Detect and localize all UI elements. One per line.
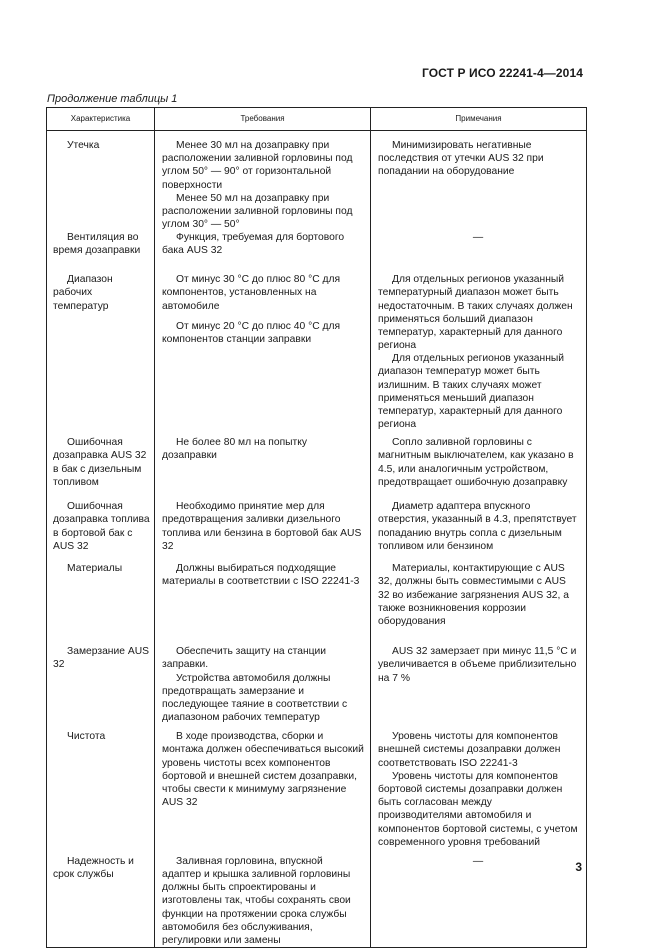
table-row <box>47 131 587 232</box>
notes-cell <box>371 131 587 232</box>
notes-cell <box>371 724 587 849</box>
notes-cell <box>371 265 587 431</box>
requirement-text: Менее 30 мл на дозаправку при расположении заливной горловины под углом 50° — 90° от горизонтальной поверхности <box>162 140 353 191</box>
document-standard-code: ГОСТ Р ИСО 22241-4—2014 <box>421 66 583 80</box>
requirements-cell <box>155 131 371 232</box>
requirement-text: От минус 30 °С до плюс 80 °С для компонентов, установленных на автомобиле <box>162 274 341 312</box>
characteristic-cell <box>47 131 155 232</box>
note-text: Уровень чистоты для компонентов внешней системы дозаправки должен соответствовать ISO 22241-3 <box>378 731 561 769</box>
note-text: Для отдельных регионов указанный диапазон температур может быть излишним. В таких случаях может применяться меньший диапазон температур, характерный для данного региона <box>378 353 565 431</box>
characteristic-cell <box>47 492 155 554</box>
table-row <box>47 554 587 639</box>
column-header-notes: Примечания <box>371 108 587 131</box>
requirement-text: Необходимо принятие мер для предотвращения заливки дизельного топлива или бензина в бортовой бак AUS 32 <box>162 501 362 552</box>
requirement-text: Устройства автомобиля должны предотвращать замерзание и последующее таяние в соответствии с диапазоном рабочих температур <box>162 672 348 724</box>
requirement-text: Должны выбираться подходящие материалы в соответствии с ISO 22241-3 <box>162 563 360 588</box>
notes-cell <box>371 849 587 948</box>
requirements-cell <box>155 639 371 724</box>
table-row <box>47 231 587 265</box>
characteristic-text: Чистота <box>67 731 106 743</box>
table-row <box>47 849 587 948</box>
characteristic-text: Вентиляция во время дозаправки <box>53 232 141 257</box>
requirement-text: Не более 80 мл на попытку дозаправки <box>162 437 308 462</box>
note-text: Минимизировать негативные последствия от утечки AUS 32 при попадании на оборудование <box>378 140 544 178</box>
requirements-cell <box>155 849 371 948</box>
requirement-text: Функция, требуемая для бортового бака AUS 32 <box>162 232 345 257</box>
notes-cell <box>371 492 587 554</box>
table-row <box>47 431 587 492</box>
note-text: — <box>472 232 484 244</box>
note-text: Сопло заливной горловины с магнитным выключателем, как указано в 4.5, или аналогичным устройством, предотвращает ошибочную дозаправку <box>378 437 574 488</box>
characteristic-cell <box>47 431 155 492</box>
notes-cell <box>371 231 587 265</box>
table-row <box>47 265 587 431</box>
table-header-row <box>47 108 587 131</box>
note-text: Уровень чистоты для компонентов бортовой системы дозаправки должен быть согласован между производителями автомобиля и компонентов бортовой системы, с учетом современного уровня требований <box>378 770 578 848</box>
requirements-cell <box>155 431 371 492</box>
table-row <box>47 492 587 554</box>
column-header-characteristic: Характеристика <box>47 108 155 131</box>
requirement-text: Менее 50 мл на дозаправку при расположении заливной горловины под углом 30° — 50° <box>162 192 353 231</box>
requirements-cell <box>155 554 371 639</box>
note-text: Материалы, контактирующие с AUS 32, должны быть совместимыми с AUS 32 во избежание загрязнения AUS 32, а также возникновения коррозии оборудования <box>378 563 569 627</box>
characteristic-text: Диапазон рабочих температур <box>53 274 113 312</box>
table-caption: Продолжение таблицы 1 <box>47 93 178 105</box>
notes-cell <box>371 431 587 492</box>
note-text: Для отдельных регионов указанный температурный диапазон может быть недостаточным. В таких случаях должен применяться больший диапазон температур, характерный для данного региона <box>378 274 573 352</box>
characteristic-text: Замерзание AUS 32 <box>53 646 150 671</box>
characteristic-text: Утечка <box>67 140 100 151</box>
requirements-cell <box>155 724 371 849</box>
note-text: — <box>472 855 484 867</box>
note-text: AUS 32 замерзает при минус 11,5 °С и увеличивается в объеме приблизительно на 7 % <box>378 646 577 684</box>
requirement-text: Обеспечить защиту на станции заправки. <box>162 646 327 671</box>
column-header-requirements: Требования <box>155 108 371 131</box>
notes-cell <box>371 639 587 724</box>
characteristic-cell <box>47 231 155 265</box>
table-row <box>47 639 587 724</box>
characteristic-text: Надежность и срок службы <box>53 855 134 881</box>
page-number: 3 <box>575 860 582 874</box>
characteristic-text: Ошибочная дозаправка AUS 32 в бак с дизельным топливом <box>53 437 147 488</box>
requirements-cell <box>155 492 371 554</box>
characteristic-cell <box>47 554 155 639</box>
requirements-cell <box>155 265 371 431</box>
characteristic-cell <box>47 639 155 724</box>
characteristic-text: Материалы <box>67 563 123 575</box>
requirement-text: Заливная горловина, впускной адаптер и крышка заливной горловины должны быть спроектированы и изготовлены так, чтобы сохранять свои функции на протяжении срока службы автомобиля без обслуживания, регулировки или замены <box>162 855 351 946</box>
characteristic-text: Ошибочная дозаправка топлива в бортовой бак с AUS 32 <box>53 501 150 552</box>
requirements-cell <box>155 231 371 265</box>
characteristic-cell <box>47 265 155 431</box>
notes-cell <box>371 554 587 639</box>
note-text: Диаметр адаптера впускного отверстия, указанный в 4.3, препятствует попаданию внутрь сопла с дизельным топливом или бензином <box>378 501 577 552</box>
requirement-text: В ходе производства, сборки и монтажа должен обеспечиваться высокий уровень чистоты всех компонентов бортовой и внешней систем дозаправки, чтобы свести к минимуму загрязнение AUS 32 <box>162 731 364 809</box>
characteristic-cell <box>47 724 155 849</box>
requirements-table <box>46 107 587 948</box>
characteristic-cell <box>47 849 155 948</box>
table-row <box>47 724 587 849</box>
requirement-text: От минус 20 °С до плюс 40 °С для компонентов станции заправки <box>162 320 341 345</box>
